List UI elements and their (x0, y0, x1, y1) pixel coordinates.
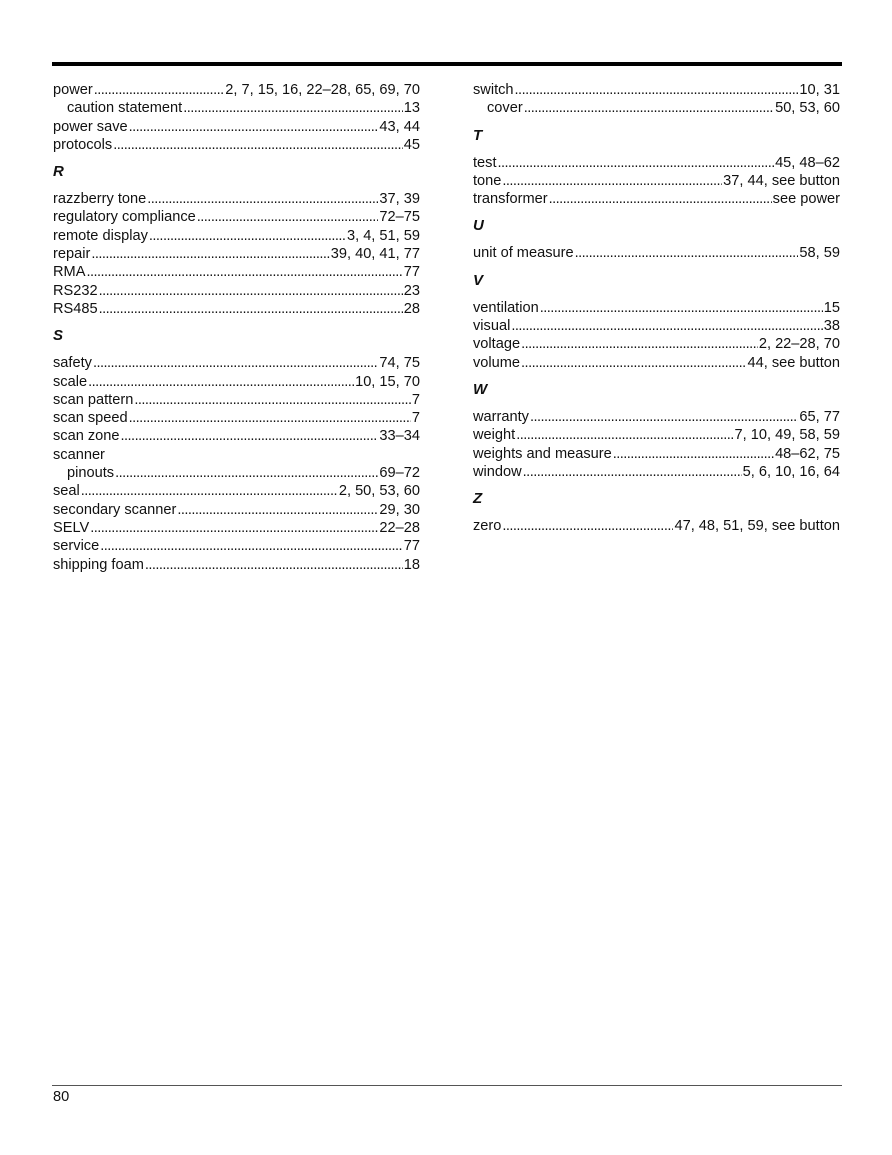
index-page-refs: 45 (403, 136, 420, 153)
dot-leader (88, 373, 354, 391)
index-term: service (53, 538, 100, 555)
index-term: volume (473, 354, 521, 371)
index-term: unit of measure (473, 245, 574, 262)
index-term: SELV (53, 519, 90, 536)
index-entry (53, 519, 420, 537)
index-page-refs: 7, 10, 49, 58, 59 (734, 427, 840, 444)
index-term: weights and measure (473, 445, 612, 462)
index-entry (473, 517, 840, 535)
dot-leader (91, 245, 329, 263)
dot-leader (99, 300, 403, 318)
dot-leader (521, 335, 758, 353)
dot-leader (521, 354, 746, 372)
index-term: RS232 (53, 282, 98, 299)
index-section-letter: W (473, 380, 488, 398)
index-term: power save (53, 118, 128, 135)
index-term: RMA (53, 264, 86, 281)
index-entry (53, 556, 420, 574)
index-page-refs: 38 (823, 318, 840, 335)
dot-leader (134, 391, 411, 409)
index-subentry (53, 99, 420, 117)
index-entry (473, 190, 840, 208)
index-page-refs: 10, 31 (799, 82, 840, 98)
index-entry (53, 118, 420, 136)
dot-leader (197, 208, 379, 226)
footer-rule (52, 1085, 842, 1086)
dot-leader (129, 118, 379, 136)
index-page-refs: 45, 48–62 (775, 154, 840, 171)
index-term: remote display (53, 227, 148, 244)
dot-leader (81, 482, 338, 500)
index-page-refs: 44, see button (747, 354, 840, 371)
index-page-refs: 77 (403, 538, 420, 555)
index-term: scan speed (53, 410, 128, 427)
dot-leader (502, 172, 722, 190)
dot-leader (523, 463, 742, 481)
index-entry (53, 501, 420, 519)
index-entry (53, 446, 420, 464)
index-page-refs: 33–34 (379, 428, 420, 445)
index-term: razzberry tone (53, 191, 147, 208)
index-section-letter: T (473, 126, 483, 144)
index-page-refs: 77 (403, 264, 420, 281)
index-term: scanner (53, 446, 105, 463)
index-term: cover (487, 100, 523, 117)
index-section-letter: U (473, 217, 484, 235)
dot-leader (177, 501, 378, 519)
index-column-left (53, 81, 420, 574)
index-column-right (473, 81, 840, 535)
index-term: test (473, 154, 497, 171)
index-entry (53, 373, 420, 391)
index-page-refs: 15 (823, 299, 840, 316)
dot-leader (516, 426, 733, 444)
dot-leader (183, 99, 403, 117)
index-term: scan zone (53, 428, 120, 445)
index-page-refs: 37, 44, see button (723, 172, 840, 189)
index-page-refs: 2, 22–28, 70 (758, 336, 840, 353)
index-entry (53, 409, 420, 427)
index-page-refs: 7 (411, 410, 420, 427)
index-page-refs: 65, 77 (799, 408, 840, 425)
index-entry (53, 245, 420, 263)
index-page-refs: 58, 59 (799, 245, 840, 262)
index-section-letter: V (473, 271, 484, 289)
index-term: voltage (473, 336, 521, 353)
dot-leader (575, 244, 799, 262)
dot-leader (121, 427, 379, 445)
index-entry (473, 154, 840, 172)
index-term: visual (473, 318, 511, 335)
index-page-refs: 5, 6, 10, 16, 64 (742, 463, 840, 480)
index-entry (53, 427, 420, 445)
index-term: seal (53, 483, 80, 500)
index-entry (473, 299, 840, 317)
index-term: repair (53, 246, 91, 263)
index-term: window (473, 463, 522, 480)
index-entry (473, 81, 840, 99)
index-page-refs: 7 (411, 391, 420, 408)
index-entry (473, 172, 840, 190)
index-page-refs: 23 (403, 282, 420, 299)
index-section-letter: S (53, 327, 64, 345)
index-entry (53, 391, 420, 409)
index-entry (53, 227, 420, 245)
index-subentry (473, 99, 840, 117)
dot-leader (149, 227, 346, 245)
index-page-refs: 48–62, 75 (775, 445, 840, 462)
index-term: safety (53, 355, 92, 372)
index-page-refs: 3, 4, 51, 59 (346, 227, 420, 244)
index-term: scale (53, 373, 88, 390)
dot-leader (113, 136, 403, 154)
index-page-refs: 69–72 (379, 465, 420, 482)
index-page-refs: 39, 40, 41, 77 (330, 246, 420, 263)
index-term: regulatory compliance (53, 209, 196, 226)
index-entry (53, 354, 420, 372)
index-entry (53, 208, 420, 226)
index-entry (53, 263, 420, 281)
index-term: protocols (53, 136, 113, 153)
index-page-refs: 43, 44 (379, 118, 420, 135)
index-page-refs: 10, 15, 70 (355, 373, 420, 390)
index-entry (53, 537, 420, 555)
index-page-refs: see power (772, 191, 840, 208)
dot-leader (99, 282, 403, 300)
dot-leader (498, 154, 775, 172)
index-term: shipping foam (53, 556, 144, 573)
index-entry (473, 408, 840, 426)
index-page-refs: 29, 30 (379, 501, 420, 518)
dot-leader (613, 445, 774, 463)
index-term: ventilation (473, 299, 539, 316)
header-rule (52, 62, 842, 66)
index-section-letter: R (53, 163, 64, 181)
index-entry (53, 282, 420, 300)
index-term: transformer (473, 191, 548, 208)
dot-leader (502, 517, 673, 535)
dot-leader (100, 537, 403, 555)
dot-leader (145, 556, 403, 574)
index-term: secondary scanner (53, 501, 177, 518)
dot-leader (86, 263, 402, 281)
dot-leader (540, 299, 823, 317)
index-entry (53, 190, 420, 208)
index-term: tone (473, 172, 502, 189)
index-entry (473, 335, 840, 353)
index-entry (53, 300, 420, 318)
index-page-refs: 2, 50, 53, 60 (338, 483, 420, 500)
index-page-refs: 74, 75 (379, 355, 420, 372)
dot-leader (549, 190, 772, 208)
index-entry (473, 354, 840, 372)
index-term: switch (473, 82, 514, 98)
index-term: caution statement (67, 100, 183, 117)
dot-leader (90, 519, 378, 537)
index-entry (473, 317, 840, 335)
index-section-letter: Z (473, 490, 483, 508)
index-term: scan pattern (53, 391, 134, 408)
dot-leader (515, 81, 799, 99)
index-page-refs: 28 (403, 300, 420, 317)
index-entry (473, 244, 840, 262)
index-term: warranty (473, 408, 529, 425)
index-term: RS485 (53, 300, 98, 317)
dot-leader (511, 317, 822, 335)
index-page-refs: 18 (403, 556, 420, 573)
index-entry (53, 482, 420, 500)
index-page-refs: 37, 39 (379, 191, 420, 208)
index-page-refs: 50, 53, 60 (775, 100, 840, 117)
dot-leader (524, 99, 774, 117)
index-term: zero (473, 518, 502, 535)
index-entry (53, 136, 420, 154)
index-term: weight (473, 427, 516, 444)
dot-leader (115, 464, 378, 482)
dot-leader (93, 354, 378, 372)
index-entry (53, 81, 420, 99)
index-page-refs: 13 (403, 100, 420, 117)
index-page-refs: 72–75 (379, 209, 420, 226)
index-page-refs: 2, 7, 15, 16, 22–28, 65, 69, 70 (225, 82, 420, 98)
dot-leader (147, 190, 378, 208)
index-term: power (53, 82, 93, 98)
dot-leader (530, 408, 798, 426)
index-page-refs: 47, 48, 51, 59, see button (674, 518, 840, 535)
dot-leader (129, 409, 411, 427)
index-entry (473, 445, 840, 463)
index-page-refs: 22–28 (379, 519, 420, 536)
index-entry (473, 426, 840, 444)
dot-leader (94, 81, 225, 99)
index-subentry (53, 464, 420, 482)
index-entry (473, 463, 840, 481)
index-term: pinouts (67, 465, 115, 482)
page-number: 80 (53, 1089, 70, 1105)
